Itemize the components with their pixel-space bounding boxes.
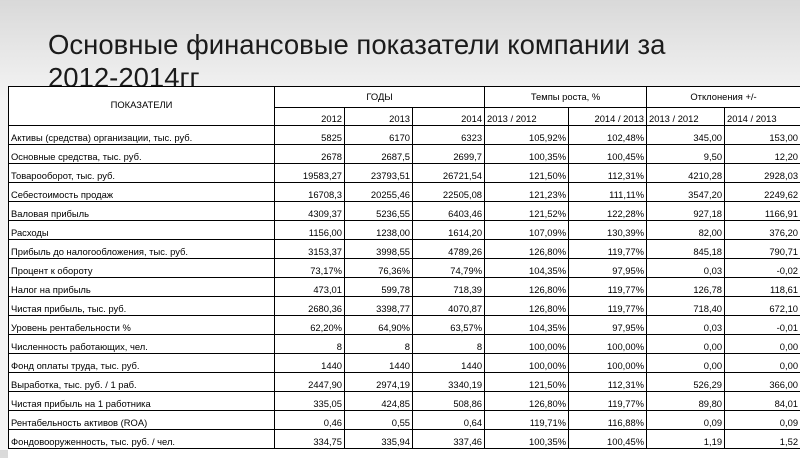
growth-2013-2012-cell: 119,71%: [485, 411, 569, 430]
growth-2014-2013-cell: 100,45%: [569, 430, 647, 449]
deviation-2013-2012-cell: 4210,28: [647, 164, 725, 183]
table-row: [9, 240, 800, 259]
value-2012-cell: 8: [275, 335, 345, 354]
row-name-cell: Расходы: [9, 221, 275, 240]
header-growth-2013-2012: 2013 / 2012: [485, 108, 569, 126]
deviation-2014-2013-cell: 0,00: [725, 354, 800, 373]
deviation-2014-2013-cell: 790,71: [725, 240, 800, 259]
value-2012-cell: 2680,36: [275, 297, 345, 316]
table-row: [9, 297, 800, 316]
growth-2014-2013-cell: 112,31%: [569, 164, 647, 183]
table-row: [9, 145, 800, 164]
deviation-2013-2012-cell: 927,18: [647, 202, 725, 221]
header-year-2013: 2013: [345, 108, 413, 126]
header-deviation-group: Отклонения +/-: [647, 87, 800, 108]
financial-table-sheet: [8, 86, 800, 458]
value-2014-cell: 0,64: [413, 411, 485, 430]
value-2013-cell: 0,55: [345, 411, 413, 430]
header-indicators: ПОКАЗАТЕЛИ: [9, 87, 275, 126]
value-2013-cell: 1440: [345, 354, 413, 373]
value-2012-cell: 1440: [275, 354, 345, 373]
table-row: [9, 335, 800, 354]
deviation-2014-2013-cell: 84,01: [725, 392, 800, 411]
value-2014-cell: 1614,20: [413, 221, 485, 240]
value-2013-cell: 2974,19: [345, 373, 413, 392]
row-name-cell: Рентабельность активов (ROA): [9, 411, 275, 430]
deviation-2014-2013-cell: 0,09: [725, 411, 800, 430]
deviation-2014-2013-cell: 366,00: [725, 373, 800, 392]
value-2012-cell: 3153,37: [275, 240, 345, 259]
value-2012-cell: 2447,90: [275, 373, 345, 392]
row-name-cell: Численность работающих, чел.: [9, 335, 275, 354]
value-2012-cell: 16708,3: [275, 183, 345, 202]
deviation-2013-2012-cell: 9,50: [647, 145, 725, 164]
header-growth-2014-2013: 2014 / 2013: [569, 108, 647, 126]
row-name-cell: Себестоимость продаж: [9, 183, 275, 202]
header-years-group: ГОДЫ: [275, 87, 485, 108]
table-row: [9, 126, 800, 145]
growth-2013-2012-cell: 100,35%: [485, 145, 569, 164]
table-row: [9, 183, 800, 202]
header-deviation-2013-2012: 2013 / 2012: [647, 108, 725, 126]
growth-2013-2012-cell: 121,23%: [485, 183, 569, 202]
growth-2014-2013-cell: 100,45%: [569, 145, 647, 164]
deviation-2013-2012-cell: 345,00: [647, 126, 725, 145]
deviation-2014-2013-cell: 376,20: [725, 221, 800, 240]
value-2014-cell: 6323: [413, 126, 485, 145]
growth-2014-2013-cell: 97,95%: [569, 259, 647, 278]
deviation-2014-2013-cell: 2249,62: [725, 183, 800, 202]
slide-title-line1: Основные финансовые показатели компании за: [48, 28, 800, 61]
row-name-cell: Уровень рентабельности %: [9, 316, 275, 335]
row-name-cell: Налог на прибыль: [9, 278, 275, 297]
growth-2014-2013-cell: 100,00%: [569, 354, 647, 373]
growth-2013-2012-cell: 126,80%: [485, 297, 569, 316]
value-2014-cell: 718,39: [413, 278, 485, 297]
value-2013-cell: 599,78: [345, 278, 413, 297]
value-2012-cell: 1156,00: [275, 221, 345, 240]
header-deviation-2014-2013: 2014 / 2013: [725, 108, 800, 126]
header-growth-group: Темпы роста, %: [485, 87, 647, 108]
value-2014-cell: 508,86: [413, 392, 485, 411]
deviation-2013-2012-cell: 845,18: [647, 240, 725, 259]
growth-2014-2013-cell: 97,95%: [569, 316, 647, 335]
growth-2013-2012-cell: 126,80%: [485, 240, 569, 259]
table-row: [9, 164, 800, 183]
value-2014-cell: 63,57%: [413, 316, 485, 335]
row-name-cell: Чистая прибыль, тыс. руб.: [9, 297, 275, 316]
value-2012-cell: 4309,37: [275, 202, 345, 221]
deviation-2014-2013-cell: -0,02: [725, 259, 800, 278]
deviation-2013-2012-cell: 0,00: [647, 335, 725, 354]
value-2014-cell: 4070,87: [413, 297, 485, 316]
value-2014-cell: 1440: [413, 354, 485, 373]
deviation-2013-2012-cell: 0,00: [647, 354, 725, 373]
growth-2014-2013-cell: 130,39%: [569, 221, 647, 240]
growth-2013-2012-cell: 105,92%: [485, 126, 569, 145]
value-2014-cell: 74,79%: [413, 259, 485, 278]
deviation-2014-2013-cell: 12,20: [725, 145, 800, 164]
value-2013-cell: 8: [345, 335, 413, 354]
table-row: [9, 354, 800, 373]
deviation-2013-2012-cell: 1,19: [647, 430, 725, 449]
value-2012-cell: 473,01: [275, 278, 345, 297]
value-2014-cell: 4789,26: [413, 240, 485, 259]
row-name-cell: Фонд оплаты труда, тыс. руб.: [9, 354, 275, 373]
growth-2013-2012-cell: 121,50%: [485, 373, 569, 392]
value-2013-cell: 64,90%: [345, 316, 413, 335]
deviation-2013-2012-cell: 526,29: [647, 373, 725, 392]
row-name-cell: Прибыль до налогообложения, тыс. руб.: [9, 240, 275, 259]
value-2013-cell: 6170: [345, 126, 413, 145]
table-row: [9, 430, 800, 449]
table-row: [9, 411, 800, 430]
deviation-2013-2012-cell: 0,03: [647, 316, 725, 335]
growth-2013-2012-cell: 126,80%: [485, 392, 569, 411]
row-name-cell: Процент к обороту: [9, 259, 275, 278]
value-2013-cell: 1238,00: [345, 221, 413, 240]
growth-2014-2013-cell: 100,00%: [569, 335, 647, 354]
growth-2013-2012-cell: 107,09%: [485, 221, 569, 240]
header-year-2014: 2014: [413, 108, 485, 126]
growth-2013-2012-cell: 126,80%: [485, 278, 569, 297]
growth-2014-2013-cell: 119,77%: [569, 392, 647, 411]
value-2012-cell: 2678: [275, 145, 345, 164]
growth-2014-2013-cell: 119,77%: [569, 297, 647, 316]
row-name-cell: Валовая прибыль: [9, 202, 275, 221]
deviation-2013-2012-cell: 718,40: [647, 297, 725, 316]
growth-2013-2012-cell: 121,52%: [485, 202, 569, 221]
value-2013-cell: 3398,77: [345, 297, 413, 316]
growth-2014-2013-cell: 119,77%: [569, 278, 647, 297]
growth-2013-2012-cell: 100,00%: [485, 335, 569, 354]
row-name-cell: Выработка, тыс. руб. / 1 раб.: [9, 373, 275, 392]
table-header-row-groups: [9, 87, 800, 108]
value-2012-cell: 335,05: [275, 392, 345, 411]
value-2014-cell: 2699,7: [413, 145, 485, 164]
slide-title: [48, 28, 800, 86]
value-2014-cell: 26721,54: [413, 164, 485, 183]
deviation-2014-2013-cell: 153,00: [725, 126, 800, 145]
deviation-2014-2013-cell: 1,52: [725, 430, 800, 449]
deviation-2013-2012-cell: 82,00: [647, 221, 725, 240]
deviation-2014-2013-cell: -0,01: [725, 316, 800, 335]
growth-2013-2012-cell: 104,35%: [485, 316, 569, 335]
value-2013-cell: 2687,5: [345, 145, 413, 164]
value-2013-cell: 20255,46: [345, 183, 413, 202]
value-2014-cell: 8: [413, 335, 485, 354]
growth-2013-2012-cell: 104,35%: [485, 259, 569, 278]
slide-title-line2: 2012-2014гг: [48, 61, 800, 86]
value-2013-cell: 76,36%: [345, 259, 413, 278]
deviation-2013-2012-cell: 0,03: [647, 259, 725, 278]
deviation-2014-2013-cell: 672,10: [725, 297, 800, 316]
deviation-2014-2013-cell: 0,00: [725, 335, 800, 354]
table-row: [9, 392, 800, 411]
growth-2013-2012-cell: 121,50%: [485, 164, 569, 183]
table-row: [9, 373, 800, 392]
deviation-2013-2012-cell: 3547,20: [647, 183, 725, 202]
value-2012-cell: 19583,27: [275, 164, 345, 183]
value-2013-cell: 3998,55: [345, 240, 413, 259]
value-2012-cell: 73,17%: [275, 259, 345, 278]
row-name-cell: Фондовооруженность, тыс. руб. / чел.: [9, 430, 275, 449]
value-2014-cell: 337,46: [413, 430, 485, 449]
table-row: [9, 316, 800, 335]
financial-indicators-table: [8, 86, 800, 449]
growth-2014-2013-cell: 112,31%: [569, 373, 647, 392]
growth-2014-2013-cell: 119,77%: [569, 240, 647, 259]
value-2013-cell: 424,85: [345, 392, 413, 411]
value-2012-cell: 62,20%: [275, 316, 345, 335]
row-name-cell: Основные средства, тыс. руб.: [9, 145, 275, 164]
value-2012-cell: 334,75: [275, 430, 345, 449]
row-name-cell: Чистая прибыль на 1 работника: [9, 392, 275, 411]
value-2012-cell: 0,46: [275, 411, 345, 430]
row-name-cell: Активы (средства) организации, тыс. руб.: [9, 126, 275, 145]
growth-2014-2013-cell: 111,11%: [569, 183, 647, 202]
table-row: [9, 278, 800, 297]
growth-2014-2013-cell: 102,48%: [569, 126, 647, 145]
table-row: [9, 259, 800, 278]
value-2013-cell: 335,94: [345, 430, 413, 449]
table-row: [9, 202, 800, 221]
deviation-2013-2012-cell: 0,09: [647, 411, 725, 430]
growth-2014-2013-cell: 116,88%: [569, 411, 647, 430]
growth-2014-2013-cell: 122,28%: [569, 202, 647, 221]
value-2013-cell: 23793,51: [345, 164, 413, 183]
deviation-2014-2013-cell: 118,61: [725, 278, 800, 297]
header-year-2012: 2012: [275, 108, 345, 126]
value-2012-cell: 5825: [275, 126, 345, 145]
deviation-2013-2012-cell: 126,78: [647, 278, 725, 297]
table-body: [9, 126, 800, 449]
value-2013-cell: 5236,55: [345, 202, 413, 221]
table-row: [9, 221, 800, 240]
deviation-2014-2013-cell: 2928,03: [725, 164, 800, 183]
deviation-2014-2013-cell: 1166,91: [725, 202, 800, 221]
deviation-2013-2012-cell: 89,80: [647, 392, 725, 411]
growth-2013-2012-cell: 100,35%: [485, 430, 569, 449]
value-2014-cell: 6403,46: [413, 202, 485, 221]
value-2014-cell: 3340,19: [413, 373, 485, 392]
row-name-cell: Товарооборот, тыс. руб.: [9, 164, 275, 183]
value-2014-cell: 22505,08: [413, 183, 485, 202]
growth-2013-2012-cell: 100,00%: [485, 354, 569, 373]
